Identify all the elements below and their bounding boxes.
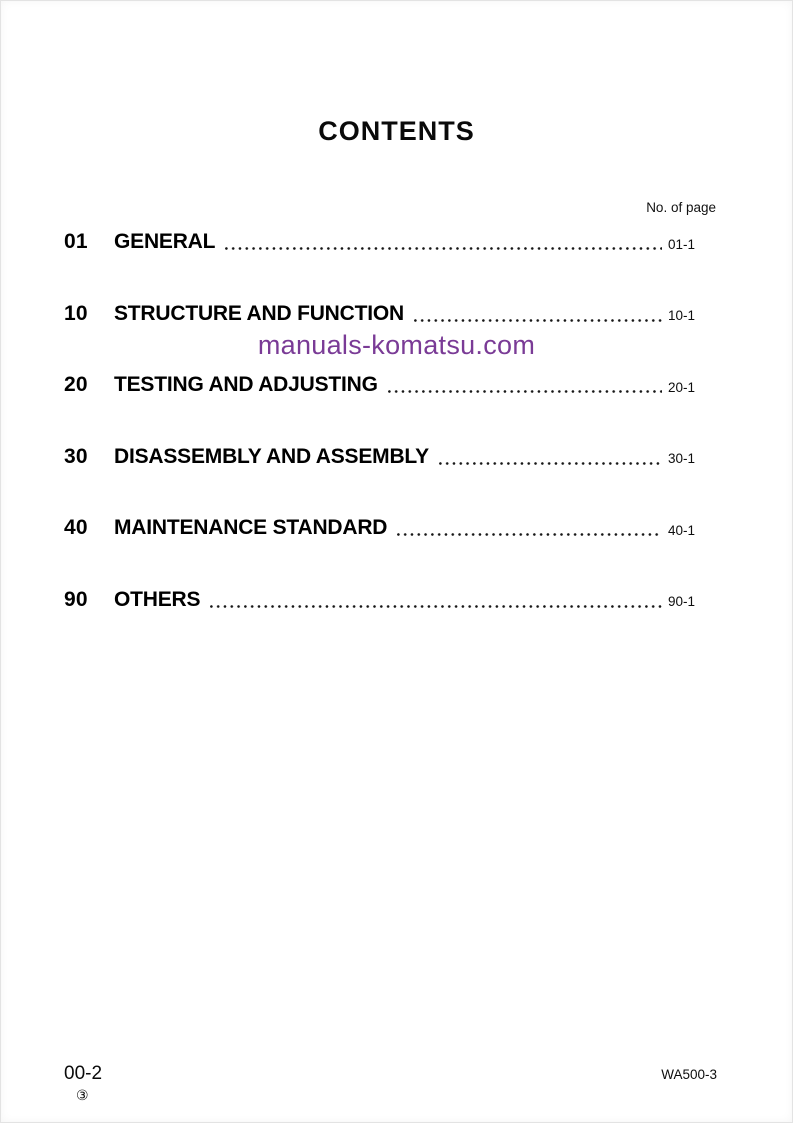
page-title: CONTENTS: [318, 116, 475, 146]
dot-leader: [397, 533, 662, 536]
section-page-number: 30-1: [667, 451, 695, 467]
no-of-page-label: No. of page: [646, 200, 716, 215]
revision-mark: ③: [76, 1087, 89, 1103]
toc-entry: [64, 585, 695, 610]
section-title: STRUCTURE AND FUNCTION: [114, 301, 404, 325]
section-page-number: 10-1: [667, 308, 695, 324]
toc-entry: [64, 442, 695, 467]
section-number: 30: [64, 444, 88, 468]
section-title: GENERAL: [114, 230, 216, 253]
toc-entry: [64, 513, 695, 538]
section-number: 40: [64, 516, 88, 540]
section-page-number: 90-1: [667, 594, 695, 610]
toc-entry: [64, 370, 695, 395]
dot-leader: [210, 605, 662, 608]
section-number: 10: [64, 301, 88, 325]
section-page-number: 20-1: [667, 379, 695, 395]
footer-page-number: 00-2: [64, 1063, 103, 1084]
section-number: 01: [64, 230, 88, 253]
toc-entry: [64, 227, 695, 252]
section-title: MAINTENANCE STANDARD: [114, 516, 388, 540]
section-number: 90: [64, 587, 88, 611]
footer-model-code: WA500-3: [661, 1067, 717, 1082]
dot-leader: [414, 319, 662, 322]
section-page-number: 40-1: [667, 522, 695, 538]
dot-leader: [388, 390, 662, 393]
dot-leader: [439, 462, 662, 465]
watermark-text: manuals-komatsu.com: [257, 330, 536, 360]
toc-list: [64, 227, 695, 610]
toc-entry: [64, 299, 695, 324]
section-title: DISASSEMBLY AND ASSEMBLY: [114, 444, 429, 468]
dot-leader: [225, 247, 662, 250]
section-title: TESTING AND ADJUSTING: [114, 373, 378, 397]
section-title: OTHERS: [114, 587, 201, 611]
section-number: 20: [64, 373, 88, 397]
section-page-number: 01-1: [667, 236, 695, 252]
